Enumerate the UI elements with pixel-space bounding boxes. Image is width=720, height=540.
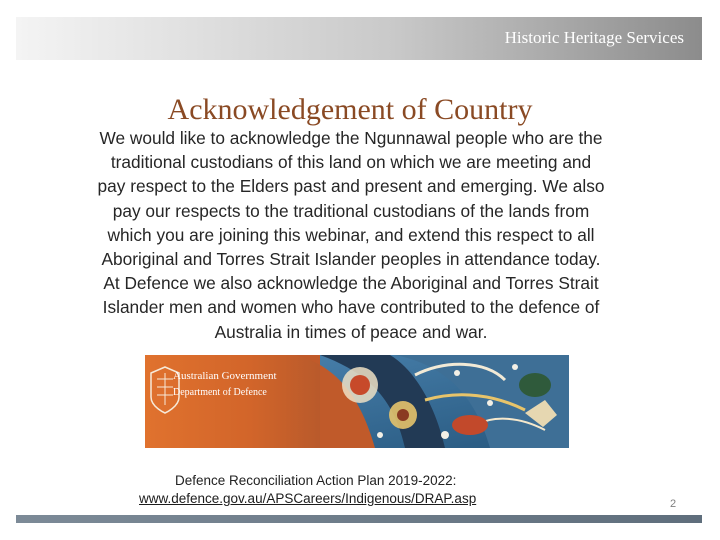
header-title: Historic Heritage Services: [504, 28, 684, 47]
header-bar: [16, 17, 702, 60]
plan-label: Defence Reconciliation Action Plan 2019-2022:: [175, 473, 457, 488]
body-line: pay our respects to the traditional custodians of the lands from: [112, 200, 590, 221]
footer-bar: [16, 515, 702, 523]
body-line: pay respect to the Elders past and present and emerging. We also: [97, 176, 605, 197]
body-line: Australia in times of peace and war.: [214, 321, 488, 342]
defence-banner-image: [145, 355, 569, 448]
government-label: Australian Government: [173, 370, 277, 382]
body-line: At Defence we also acknowledge the Aboriginal and Torres Strait: [103, 273, 599, 294]
body-line: We would like to acknowledge the Ngunnawal people who are the: [99, 128, 603, 148]
acknowledgement-text: [48, 126, 654, 344]
indigenous-artwork: [145, 355, 569, 448]
drap-link[interactable]: www.defence.gov.au/APSCareers/Indigenous/DRAP.asp: [139, 491, 477, 506]
body-line: which you are joining this webinar, and extend this respect to all: [107, 224, 595, 245]
page-number: 2: [670, 498, 677, 510]
body-line: traditional custodians of this land on which we are meeting and: [110, 152, 592, 173]
body-line: Islander men and women who have contributed to the defence of: [102, 297, 600, 318]
department-label: Department of Defence: [173, 387, 267, 398]
body-line: Aboriginal and Torres Strait Islander peoples in attendance today.: [101, 249, 601, 270]
slide-title: Acknowledgement of Country: [167, 93, 533, 126]
